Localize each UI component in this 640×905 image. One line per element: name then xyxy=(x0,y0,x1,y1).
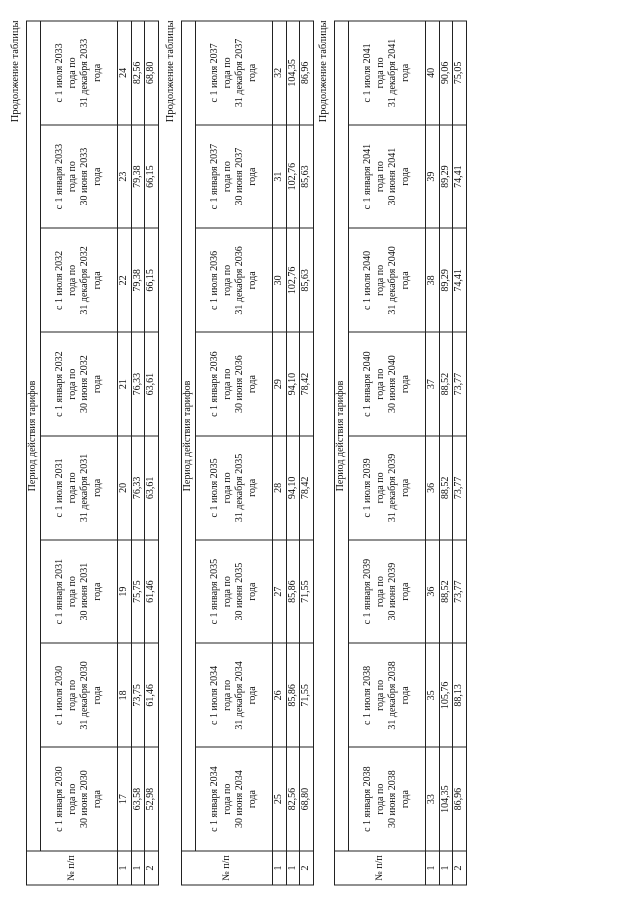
period-line: года xyxy=(246,582,258,601)
period-line: 30 июня 2035 xyxy=(234,562,245,621)
value-cell: 105,76 xyxy=(439,643,453,747)
period-line: с 1 июля 2030 xyxy=(54,665,65,725)
table-row xyxy=(145,21,159,885)
period-line: года xyxy=(399,167,411,186)
period-line: года xyxy=(399,374,411,393)
value-cell: 86,96 xyxy=(453,747,467,851)
value-cell: 30 xyxy=(273,228,287,332)
value-cell: 31 xyxy=(273,124,287,228)
period-row xyxy=(196,21,273,885)
period-line: года по xyxy=(221,368,233,400)
value-cell: 21 xyxy=(118,332,132,436)
period-line: года xyxy=(399,270,411,289)
period-cell xyxy=(41,747,118,851)
table-row xyxy=(286,21,300,885)
period-line: 30 июня 2041 xyxy=(387,147,398,206)
row-number: 1 xyxy=(286,851,300,885)
header-row xyxy=(182,21,196,885)
period-line: 30 июня 2036 xyxy=(234,354,245,413)
period-line: 30 июня 2034 xyxy=(234,769,245,828)
period-line: с 1 января 2037 xyxy=(209,143,220,209)
period-line: 30 июня 2031 xyxy=(79,562,90,621)
value-cell: 19 xyxy=(118,539,132,643)
period-cell xyxy=(41,332,118,436)
period-line: 30 июня 2032 xyxy=(79,354,90,413)
period-header: Период действия тарифов xyxy=(27,21,41,851)
period-cell xyxy=(349,124,426,228)
period-line: года по xyxy=(221,264,233,296)
value-cell: 76,33 xyxy=(131,436,145,540)
period-line: года по xyxy=(374,471,386,503)
tariff-table xyxy=(26,20,159,885)
period-line: года по xyxy=(66,679,78,711)
period-header: Период действия тарифов xyxy=(182,21,196,851)
period-line: с 1 января 2034 xyxy=(209,765,220,832)
period-line: года xyxy=(399,478,411,497)
value-cell: 104,35 xyxy=(286,21,300,125)
period-cell xyxy=(41,436,118,540)
continuation-label: Продолжение таблицы xyxy=(165,20,176,122)
period-line: года xyxy=(246,374,258,393)
period-line: года xyxy=(399,789,411,808)
row-number: 1 xyxy=(118,851,132,885)
row-number: 2 xyxy=(145,851,159,885)
continuation-label: Продолжение таблицы xyxy=(318,20,329,122)
period-line: года по xyxy=(66,160,78,192)
period-line: с 1 января 2033 xyxy=(54,143,65,209)
value-cell: 88,52 xyxy=(439,539,453,643)
period-line: года по xyxy=(374,575,386,607)
period-line: 31 декабря 2031 xyxy=(79,453,90,522)
period-line: года по xyxy=(374,56,386,88)
period-line: 30 июня 2030 xyxy=(79,769,90,828)
period-line: года xyxy=(91,478,103,497)
period-line: 30 июня 2037 xyxy=(234,147,245,206)
period-line: года по xyxy=(221,575,233,607)
value-cell: 24 xyxy=(118,21,132,125)
period-cell xyxy=(196,332,273,436)
period-cell xyxy=(196,228,273,332)
period-line: года xyxy=(246,270,258,289)
value-cell: 63,58 xyxy=(131,747,145,851)
period-line: года по xyxy=(221,160,233,192)
value-cell: 88,52 xyxy=(439,332,453,436)
value-cell: 39 xyxy=(426,124,440,228)
period-line: года по xyxy=(374,679,386,711)
value-cell: 78,42 xyxy=(300,332,314,436)
value-cell: 71,55 xyxy=(300,539,314,643)
value-cell: 26 xyxy=(273,643,287,747)
period-row xyxy=(41,21,118,885)
period-line: года по xyxy=(221,783,233,815)
period-line: с 1 июля 2041 xyxy=(362,42,373,102)
period-line: с 1 июля 2033 xyxy=(54,42,65,102)
value-cell: 25 xyxy=(273,747,287,851)
period-line: года по xyxy=(221,56,233,88)
period-line: с 1 января 2035 xyxy=(209,558,220,624)
table-row xyxy=(453,21,467,885)
period-line: года по xyxy=(66,368,78,400)
period-line: года xyxy=(91,63,103,82)
period-cell xyxy=(349,332,426,436)
value-cell: 17 xyxy=(118,747,132,851)
period-line: с 1 июля 2031 xyxy=(54,457,65,517)
value-cell: 85,63 xyxy=(300,124,314,228)
period-line: года по xyxy=(221,679,233,711)
value-cell: 89,29 xyxy=(439,228,453,332)
value-cell: 63,61 xyxy=(145,332,159,436)
value-cell: 27 xyxy=(273,539,287,643)
row-number: 1 xyxy=(273,851,287,885)
period-line: с 1 января 2031 xyxy=(54,558,65,624)
value-cell: 66,15 xyxy=(145,124,159,228)
table-row xyxy=(300,21,314,885)
value-cell: 86,96 xyxy=(300,21,314,125)
period-line: года по xyxy=(66,56,78,88)
period-line: года по xyxy=(221,471,233,503)
value-cell: 71,55 xyxy=(300,643,314,747)
value-cell: 89,29 xyxy=(439,124,453,228)
period-cell xyxy=(196,539,273,643)
period-line: года xyxy=(91,582,103,601)
period-line: года xyxy=(399,685,411,704)
period-cell xyxy=(196,747,273,851)
period-line: с 1 июля 2039 xyxy=(362,457,373,517)
period-line: 31 декабря 2036 xyxy=(234,245,245,315)
value-cell: 73,77 xyxy=(453,539,467,643)
period-line: с 1 июля 2038 xyxy=(362,665,373,725)
period-cell xyxy=(349,436,426,540)
value-cell: 82,56 xyxy=(131,21,145,125)
period-line: года xyxy=(91,374,103,393)
period-cell xyxy=(41,124,118,228)
period-line: года xyxy=(91,789,103,808)
period-cell xyxy=(41,643,118,747)
value-cell: 88,13 xyxy=(453,643,467,747)
period-line: 30 июня 2033 xyxy=(79,147,90,206)
period-line: года xyxy=(91,685,103,704)
table-row xyxy=(273,21,287,885)
column-header-number: № п/п xyxy=(182,851,273,885)
period-cell xyxy=(349,643,426,747)
table-row xyxy=(439,21,453,885)
period-line: с 1 января 2030 xyxy=(54,765,65,832)
period-line: года xyxy=(246,167,258,186)
value-cell: 82,56 xyxy=(286,747,300,851)
value-cell: 85,86 xyxy=(286,539,300,643)
row-number: 1 xyxy=(439,851,453,885)
header-row xyxy=(335,21,349,885)
period-line: года по xyxy=(374,783,386,815)
period-line: 31 декабря 2032 xyxy=(79,245,90,315)
period-line: с 1 июля 2032 xyxy=(54,250,65,310)
period-cell xyxy=(349,539,426,643)
tariff-table xyxy=(181,20,314,885)
period-line: 31 декабря 2033 xyxy=(79,38,90,107)
value-cell: 32 xyxy=(273,21,287,125)
value-cell: 102,76 xyxy=(286,228,300,332)
period-line: 31 декабря 2041 xyxy=(387,38,398,107)
row-number: 1 xyxy=(426,851,440,885)
value-cell: 61,46 xyxy=(145,643,159,747)
period-line: с 1 января 2038 xyxy=(362,765,373,832)
value-cell: 78,42 xyxy=(300,436,314,540)
value-cell: 73,75 xyxy=(131,643,145,747)
value-cell: 66,15 xyxy=(145,228,159,332)
value-cell: 68,80 xyxy=(300,747,314,851)
period-line: с 1 июля 2035 xyxy=(209,457,220,517)
period-cell xyxy=(196,643,273,747)
header-row xyxy=(27,21,41,885)
period-line: года по xyxy=(374,368,386,400)
value-cell: 36 xyxy=(426,539,440,643)
value-cell: 22 xyxy=(118,228,132,332)
value-cell: 85,86 xyxy=(286,643,300,747)
period-line: с 1 января 2040 xyxy=(362,350,373,417)
period-line: с 1 января 2032 xyxy=(54,350,65,417)
period-line: 30 июня 2039 xyxy=(387,562,398,621)
rotated-page xyxy=(10,20,630,885)
period-line: с 1 июля 2036 xyxy=(209,250,220,310)
row-number: 1 xyxy=(131,851,145,885)
period-line: года xyxy=(399,582,411,601)
period-cell xyxy=(196,21,273,125)
period-line: года по xyxy=(374,264,386,296)
period-line: года по xyxy=(374,160,386,192)
period-cell xyxy=(196,124,273,228)
period-cell xyxy=(41,539,118,643)
value-cell: 88,52 xyxy=(439,436,453,540)
period-line: года по xyxy=(66,783,78,815)
period-line: с 1 июля 2034 xyxy=(209,665,220,725)
value-cell: 18 xyxy=(118,643,132,747)
column-header-number: № п/п xyxy=(27,851,118,885)
row-number: 2 xyxy=(300,851,314,885)
value-cell: 20 xyxy=(118,436,132,540)
period-line: года xyxy=(91,167,103,186)
value-cell: 90,06 xyxy=(439,21,453,125)
period-line: 31 декабря 2035 xyxy=(234,453,245,522)
value-cell: 23 xyxy=(118,124,132,228)
table-row xyxy=(426,21,440,885)
period-cell xyxy=(349,747,426,851)
period-line: 31 декабря 2040 xyxy=(387,245,398,315)
value-cell: 37 xyxy=(426,332,440,436)
value-cell: 36 xyxy=(426,436,440,540)
period-cell xyxy=(349,228,426,332)
column-header-number: № п/п xyxy=(335,851,426,885)
value-cell: 73,77 xyxy=(453,332,467,436)
period-line: 31 декабря 2030 xyxy=(79,660,90,730)
period-row xyxy=(349,21,426,885)
period-line: года xyxy=(246,685,258,704)
value-cell: 76,33 xyxy=(131,332,145,436)
value-cell: 79,38 xyxy=(131,228,145,332)
table-row xyxy=(118,21,132,885)
row-number: 2 xyxy=(453,851,467,885)
value-cell: 75,75 xyxy=(131,539,145,643)
value-cell: 104,35 xyxy=(439,747,453,851)
table-row xyxy=(131,21,145,885)
value-cell: 79,38 xyxy=(131,124,145,228)
value-cell: 52,98 xyxy=(145,747,159,851)
value-cell: 38 xyxy=(426,228,440,332)
period-line: года xyxy=(399,63,411,82)
value-cell: 102,76 xyxy=(286,124,300,228)
value-cell: 40 xyxy=(426,21,440,125)
period-line: с 1 января 2039 xyxy=(362,558,373,624)
period-line: 31 декабря 2038 xyxy=(387,660,398,730)
period-line: с 1 января 2041 xyxy=(362,143,373,209)
value-cell: 68,80 xyxy=(145,21,159,125)
period-line: с 1 июля 2040 xyxy=(362,250,373,310)
period-line: года xyxy=(246,789,258,808)
value-cell: 94,10 xyxy=(286,332,300,436)
value-cell: 33 xyxy=(426,747,440,851)
value-cell: 74,41 xyxy=(453,228,467,332)
period-line: 31 декабря 2039 xyxy=(387,453,398,522)
value-cell: 35 xyxy=(426,643,440,747)
value-cell: 28 xyxy=(273,436,287,540)
value-cell: 63,61 xyxy=(145,436,159,540)
period-header: Период действия тарифов xyxy=(335,21,349,851)
period-line: 31 декабря 2034 xyxy=(234,660,245,730)
tariff-table xyxy=(334,20,467,885)
period-line: 30 июня 2040 xyxy=(387,354,398,413)
period-cell xyxy=(41,21,118,125)
value-cell: 94,10 xyxy=(286,436,300,540)
value-cell: 75,05 xyxy=(453,21,467,125)
value-cell: 85,63 xyxy=(300,228,314,332)
value-cell: 73,77 xyxy=(453,436,467,540)
period-line: года по xyxy=(66,264,78,296)
period-line: 31 декабря 2037 xyxy=(234,38,245,107)
period-line: года xyxy=(91,270,103,289)
period-cell xyxy=(349,21,426,125)
period-line: года xyxy=(246,63,258,82)
period-line: года по xyxy=(66,471,78,503)
value-cell: 29 xyxy=(273,332,287,436)
period-line: с 1 июля 2037 xyxy=(209,42,220,102)
period-line: года по xyxy=(66,575,78,607)
period-line: 30 июня 2038 xyxy=(387,769,398,828)
value-cell: 61,46 xyxy=(145,539,159,643)
continuation-label: Продолжение таблицы xyxy=(10,20,21,122)
period-line: года xyxy=(246,478,258,497)
period-cell xyxy=(41,228,118,332)
period-line: с 1 января 2036 xyxy=(209,350,220,417)
period-cell xyxy=(196,436,273,540)
value-cell: 74,41 xyxy=(453,124,467,228)
